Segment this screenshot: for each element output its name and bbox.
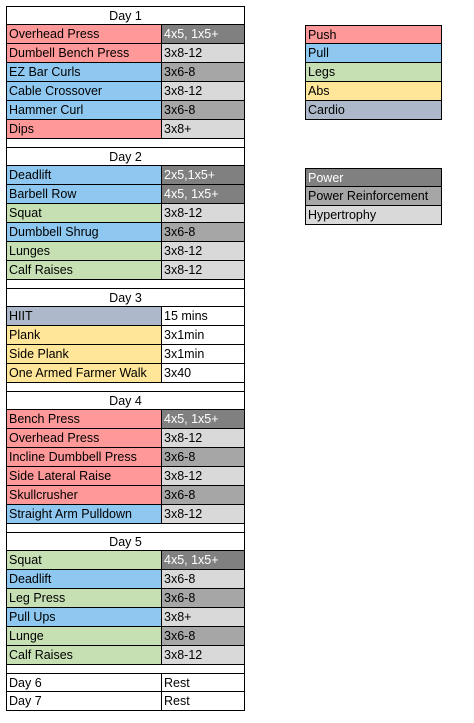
rest-day-row bbox=[6, 692, 245, 711]
exercise-row bbox=[6, 185, 245, 204]
exercise-name: Cable Crossover bbox=[7, 82, 162, 100]
set-scheme: 3x6-8 bbox=[162, 589, 244, 607]
exercise-row bbox=[6, 166, 245, 185]
exercise-row bbox=[6, 627, 245, 646]
set-scheme: 3x6-8 bbox=[162, 63, 244, 81]
exercise-name: One Armed Farmer Walk bbox=[7, 364, 162, 382]
set-scheme: 2x5,1x5+ bbox=[162, 166, 244, 184]
exercise-name: Side Plank bbox=[7, 345, 162, 363]
exercise-name: Dumbell Bench Press bbox=[7, 44, 162, 62]
exercise-name: Calf Raises bbox=[7, 261, 162, 279]
set-scheme: 3x6-8 bbox=[162, 627, 244, 645]
exercise-name: Calf Raises bbox=[7, 646, 162, 664]
exercise-row bbox=[6, 608, 245, 627]
set-scheme: 3x6-8 bbox=[162, 101, 244, 119]
exercise-row bbox=[6, 570, 245, 589]
exercise-row bbox=[6, 101, 245, 120]
legend-item: Power bbox=[305, 168, 442, 187]
exercise-name: Squat bbox=[7, 551, 162, 569]
spacer-row bbox=[6, 524, 245, 532]
rest-day-label: Day 6 bbox=[7, 674, 162, 691]
exercise-row bbox=[6, 120, 245, 139]
exercise-row bbox=[6, 63, 245, 82]
day-title: Day 4 bbox=[109, 394, 142, 408]
exercise-row bbox=[6, 646, 245, 665]
set-scheme: 3x40 bbox=[162, 364, 244, 382]
legend-intensity bbox=[305, 168, 442, 225]
set-scheme: 3x8-12 bbox=[162, 505, 244, 523]
exercise-row bbox=[6, 467, 245, 486]
exercise-name: Leg Press bbox=[7, 589, 162, 607]
set-scheme: 3x6-8 bbox=[162, 448, 244, 466]
exercise-row bbox=[6, 307, 245, 326]
legend-item: Cardio bbox=[305, 101, 442, 120]
set-scheme: 3x8-12 bbox=[162, 44, 244, 62]
exercise-row bbox=[6, 410, 245, 429]
set-scheme: 15 mins bbox=[162, 307, 244, 325]
exercise-row bbox=[6, 364, 245, 383]
exercise-name: Lunge bbox=[7, 627, 162, 645]
legend-exercise-type bbox=[305, 25, 442, 120]
exercise-row bbox=[6, 505, 245, 524]
set-scheme: 3x8-12 bbox=[162, 242, 244, 260]
legend-item: Abs bbox=[305, 82, 442, 101]
spacer-row bbox=[6, 383, 245, 391]
set-scheme: 3x6-8 bbox=[162, 223, 244, 241]
legend-item: Power Reinforcement bbox=[305, 187, 442, 206]
set-scheme: 3x8-12 bbox=[162, 429, 244, 447]
set-scheme: 4x5, 1x5+ bbox=[162, 551, 244, 569]
rest-day-label: Day 7 bbox=[7, 692, 162, 710]
exercise-name: HIIT bbox=[7, 307, 162, 325]
exercise-row bbox=[6, 242, 245, 261]
exercise-row bbox=[6, 448, 245, 467]
rest-day-row bbox=[6, 673, 245, 692]
exercise-row bbox=[6, 44, 245, 63]
set-scheme: 4x5, 1x5+ bbox=[162, 185, 244, 203]
day-title: Day 5 bbox=[109, 535, 142, 549]
exercise-name: Dumbbell Shrug bbox=[7, 223, 162, 241]
exercise-name: Straight Arm Pulldown bbox=[7, 505, 162, 523]
exercise-name: Plank bbox=[7, 326, 162, 344]
day-header bbox=[6, 532, 245, 551]
day-header bbox=[6, 147, 245, 166]
set-scheme: 3x8-12 bbox=[162, 467, 244, 485]
legend-item: Legs bbox=[305, 63, 442, 82]
legend-item: Push bbox=[305, 25, 442, 44]
legend-item: Pull bbox=[305, 44, 442, 63]
exercise-name: Skullcrusher bbox=[7, 486, 162, 504]
exercise-row bbox=[6, 345, 245, 364]
spacer-row bbox=[6, 665, 245, 673]
rest-day-value: Rest bbox=[164, 694, 190, 708]
workout-plan-table bbox=[6, 6, 245, 711]
day-header bbox=[6, 6, 245, 25]
set-scheme: 3x8-12 bbox=[162, 646, 244, 664]
exercise-name: Bench Press bbox=[7, 410, 162, 428]
exercise-name: Incline Dumbbell Press bbox=[7, 448, 162, 466]
set-scheme: 4x5, 1x5+ bbox=[162, 410, 244, 428]
set-scheme: 3x8-12 bbox=[162, 204, 244, 222]
exercise-name: Deadlift bbox=[7, 166, 162, 184]
set-scheme: 3x1min bbox=[162, 326, 244, 344]
exercise-name: Hammer Curl bbox=[7, 101, 162, 119]
day-title: Day 3 bbox=[109, 291, 142, 305]
set-scheme: 3x8+ bbox=[162, 608, 244, 626]
exercise-row bbox=[6, 486, 245, 505]
exercise-name: Pull Ups bbox=[7, 608, 162, 626]
set-scheme: 3x8-12 bbox=[162, 82, 244, 100]
day-title: Day 1 bbox=[109, 9, 142, 23]
exercise-name: Dips bbox=[7, 120, 162, 138]
exercise-row bbox=[6, 429, 245, 448]
set-scheme: 3x6-8 bbox=[162, 570, 244, 588]
exercise-row bbox=[6, 589, 245, 608]
set-scheme: 3x6-8 bbox=[162, 486, 244, 504]
exercise-row bbox=[6, 82, 245, 101]
rest-day-value: Rest bbox=[164, 676, 190, 690]
exercise-row bbox=[6, 326, 245, 345]
spacer-row bbox=[6, 280, 245, 288]
exercise-name: EZ Bar Curls bbox=[7, 63, 162, 81]
day-title: Day 2 bbox=[109, 150, 142, 164]
exercise-row bbox=[6, 261, 245, 280]
set-scheme: 3x8+ bbox=[162, 120, 244, 138]
legend-item: Hypertrophy bbox=[305, 206, 442, 225]
exercise-name: Lunges bbox=[7, 242, 162, 260]
set-scheme: 3x1min bbox=[162, 345, 244, 363]
set-scheme: 3x8-12 bbox=[162, 261, 244, 279]
exercise-name: Overhead Press bbox=[7, 25, 162, 43]
set-scheme: 4x5, 1x5+ bbox=[162, 25, 244, 43]
exercise-row bbox=[6, 25, 245, 44]
spacer-row bbox=[6, 139, 245, 147]
exercise-name: Overhead Press bbox=[7, 429, 162, 447]
exercise-name: Squat bbox=[7, 204, 162, 222]
day-header bbox=[6, 391, 245, 410]
exercise-row bbox=[6, 204, 245, 223]
exercise-row bbox=[6, 223, 245, 242]
exercise-row bbox=[6, 551, 245, 570]
exercise-name: Barbell Row bbox=[7, 185, 162, 203]
exercise-name: Side Lateral Raise bbox=[7, 467, 162, 485]
day-header bbox=[6, 288, 245, 307]
exercise-name: Deadlift bbox=[7, 570, 162, 588]
